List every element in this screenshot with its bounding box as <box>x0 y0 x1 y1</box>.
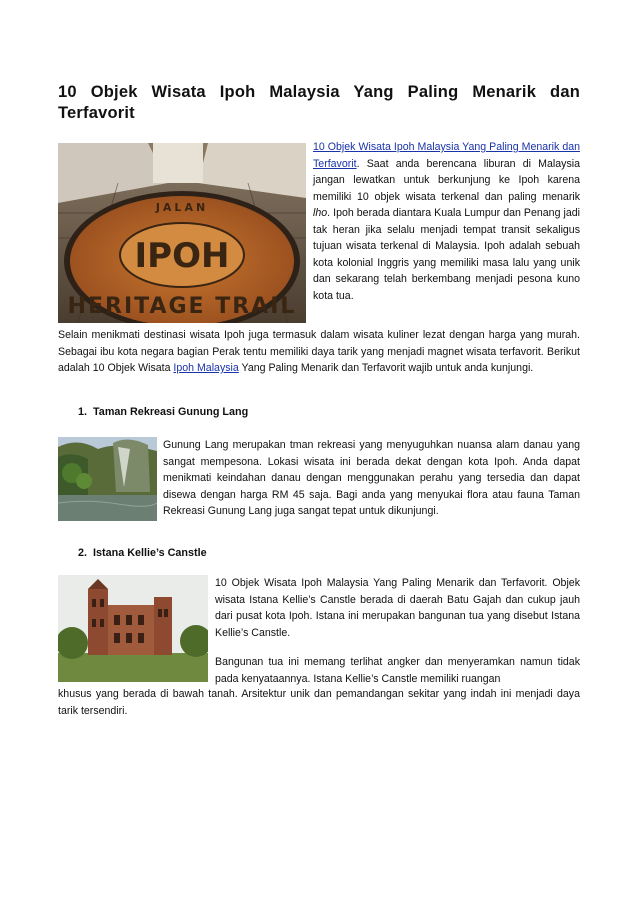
intro-text-a: . Saat anda berencana liburan di Malaysia jangan lewatkan untuk berkunjung ke Ipoh karena memiliki 10 objek wisata terkenal dan paling menarik <box>313 157 580 203</box>
item-2-number: 2. <box>78 547 88 559</box>
paragraph-1-text-a: Selain menikmati destinasi wisata Ipoh juga termasuk dalam wisata kuliner lezat dengan harga yang murah. Sebagai ibu kota negara bagian Perak tentu memiliki daya tarik yang menjadi magnet wisata terfavorit. Berikut adalah 10 Objek Wisata <box>58 329 580 374</box>
item-1-number: 1. <box>78 406 88 418</box>
svg-text:HERITAGE TRAIL: HERITAGE TRAIL <box>67 294 297 319</box>
item-2-heading <box>78 545 207 561</box>
ipoh-malaysia-link[interactable]: Ipoh Malaysia <box>173 362 239 374</box>
item-1-heading <box>78 404 248 420</box>
kellies-castle-image <box>58 575 208 682</box>
page-title: 10 Objek Wisata Ipoh Malaysia Yang Paling Menarik dan Terfavorit <box>58 83 580 122</box>
intro-link[interactable]: 10 Objek Wisata Ipoh Malaysia Yang Paling Menarik dan Terfavorit <box>313 141 580 170</box>
item-1-title: Taman Rekreasi Gunung Lang <box>93 406 249 418</box>
gunung-lang-image <box>58 437 157 521</box>
intro-text-b: . Ipoh berada diantara Kuala Lumpur dan Penang jadi tak heran jika selalu menjadi tempat transit sekaligus tujuan wisata terkenal di Malaysia. Ipoh adalah sebuah kota kolonial Inggris yang memiliki masa lalu yang unik dan sekarang telah berkembang menjadi pesona kuno kota tua. <box>313 207 580 302</box>
intro-paragraph <box>313 139 580 304</box>
ipoh-heritage-trail-image <box>58 143 306 323</box>
item-2-text-2-start: Bangunan tua ini memang terlihat angker dan menyeramkan namun tidak pada kenyataannya. Istana Kellie’s Canstle memiliki ruangan <box>215 656 580 685</box>
svg-text:IPOH: IPOH <box>134 236 230 276</box>
svg-text:JALAN: JALAN <box>155 201 209 214</box>
intro-italic: lho <box>313 207 328 219</box>
paragraph-1 <box>58 327 580 377</box>
item-2-text-1: 10 Objek Wisata Ipoh Malaysia Yang Paling Menarik dan Terfavorit. Objek wisata Istana Kellie’s Canstle berada di daerah Batu Gajah dan cukup jauh dari pusat kota Ipoh. Istana ini merupakan bangunan tua yang disebut Istana Kellie’s Canstle. <box>215 577 580 639</box>
item-2-title: Istana Kellie’s Canstle <box>93 547 207 559</box>
item-1-text: Gunung Lang merupakan tman rekreasi yang menyuguhkan nuansa alam danau yang sangat mempesona. Lokasi wisata ini berada dekat dengan kota Ipoh. Anda dapat menikmati keindahan danau dengan menggunakan perahu yang tersedia dan dapat disewa dengan harga RM 45 saja. Bagi anda yang menyukai flora atau fauna Taman Rekreasi Gunung Lang juga sangat tepat untuk dikunjungi. <box>163 439 580 517</box>
paragraph-1-text-b: Yang Paling Menarik dan Terfavorit wajib untuk anda kunjungi. <box>238 362 534 374</box>
item-2-text-2-end: khusus yang berada di bawah tanah. Arsitektur unik dan pemandangan sekitar yang indah ini menjadi daya tarik tersendiri. <box>58 688 580 717</box>
